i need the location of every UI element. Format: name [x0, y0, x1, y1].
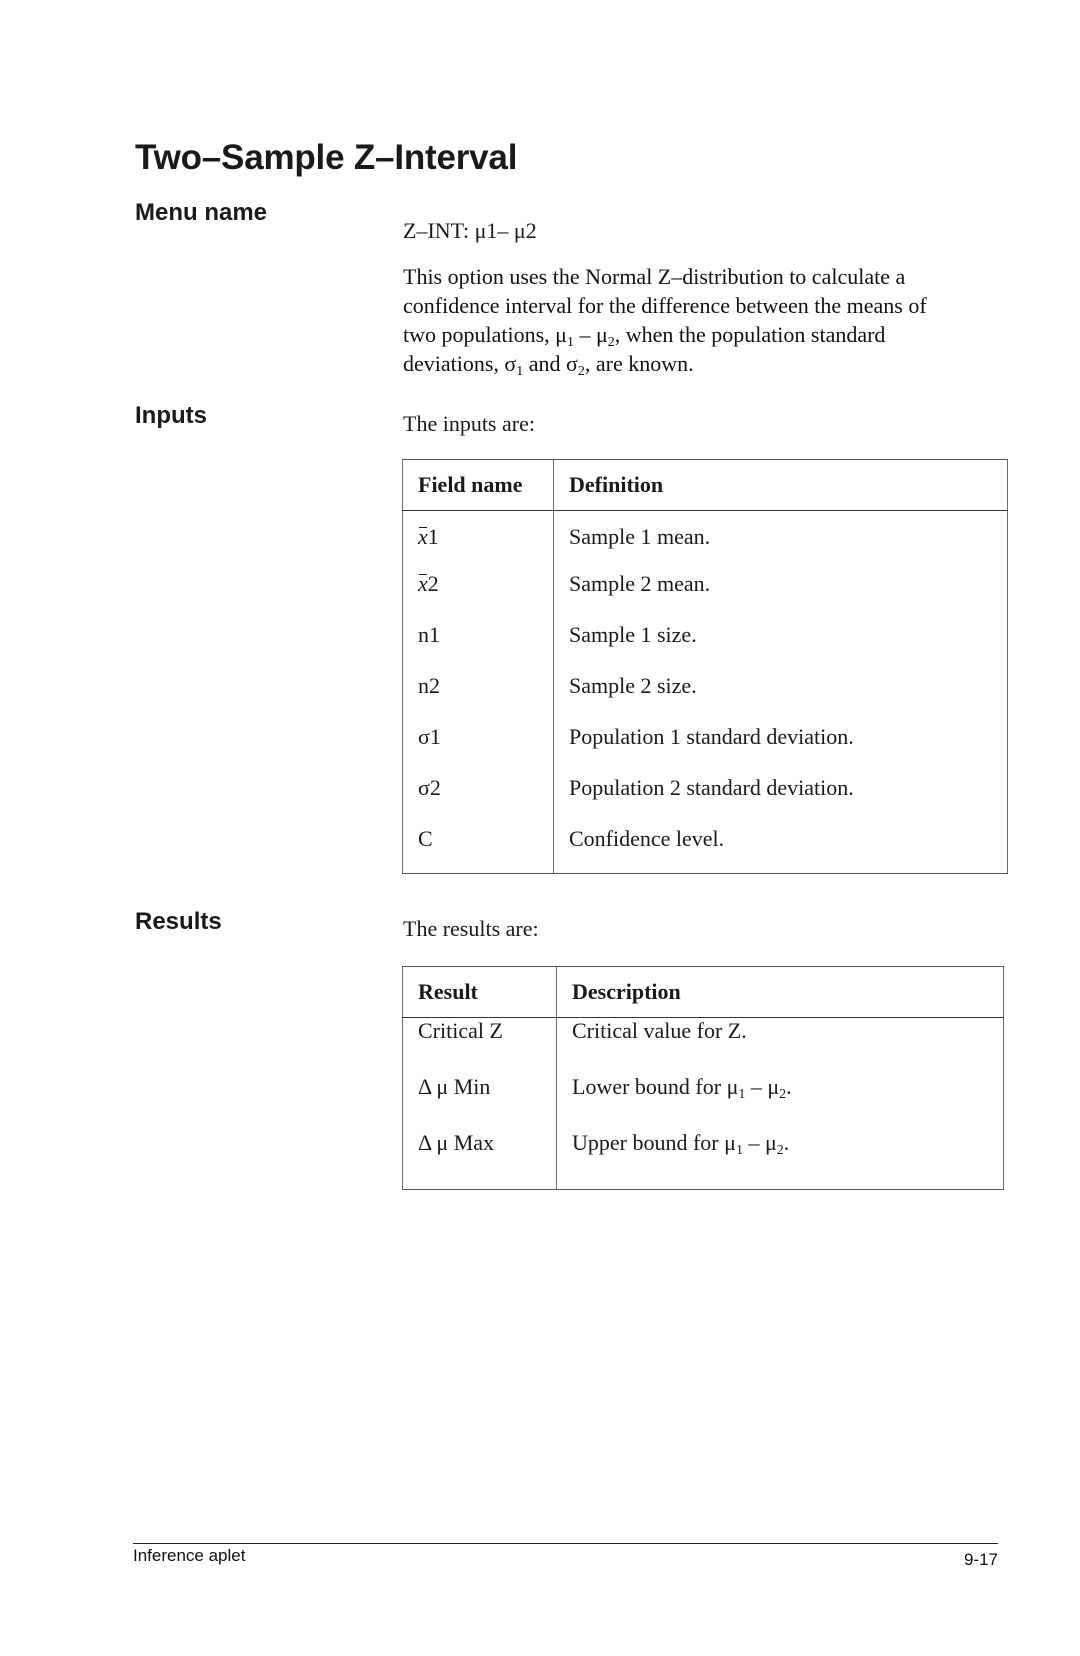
column-header-description: Description [557, 967, 1004, 1018]
field-cell: x1 [403, 511, 554, 571]
column-header-result: Result [403, 967, 557, 1018]
table-row [403, 775, 1008, 826]
column-header-definition: Definition [554, 460, 1008, 511]
definition-cell: Population 2 standard deviation. [554, 775, 1008, 826]
result-cell: Δ μ Max [403, 1130, 557, 1190]
table-header-row [403, 967, 1004, 1018]
footer-chapter-name: Inference aplet [133, 1546, 246, 1565]
column-header-field-name: Field name [403, 460, 554, 511]
description-line-4: deviations, $\sigma_1$ and $\sigma_2$, are known. [403, 351, 694, 379]
table-header-row [403, 460, 1008, 511]
inputs-intro: The inputs are: [403, 411, 535, 436]
table-row [403, 622, 1008, 673]
menu-name-description [403, 262, 1003, 378]
field-cell: x2 [403, 571, 554, 622]
table-row [403, 673, 1008, 724]
section-label-results: Results [135, 908, 222, 935]
table-row [403, 1018, 1004, 1074]
section-label-inputs: Inputs [135, 402, 207, 429]
definition-cell: Confidence level. [554, 826, 1008, 874]
table-row [403, 1130, 1004, 1190]
field-cell: n1 [403, 622, 554, 673]
table-row [403, 1074, 1004, 1130]
table-row [403, 571, 1008, 622]
definition-cell: Sample 1 mean. [554, 511, 1008, 571]
description-line-1: This option uses the Normal Z–distribution to calculate a [403, 264, 906, 289]
field-cell: σ2 [403, 775, 554, 826]
result-cell: Δ μ Min [403, 1074, 557, 1130]
inputs-table [402, 459, 1008, 874]
description-line-2: confidence interval for the difference between the means of [403, 293, 927, 318]
table-row [403, 724, 1008, 775]
table-row [403, 511, 1008, 571]
table-row [403, 826, 1008, 874]
definition-cell: Sample 1 size. [554, 622, 1008, 673]
footer-divider [133, 1543, 998, 1544]
description-cell: Critical value for Z. [557, 1018, 1004, 1074]
page-title: Two–Sample Z–Interval [135, 138, 518, 177]
definition-cell: Sample 2 size. [554, 673, 1008, 724]
field-cell: n2 [403, 673, 554, 724]
results-intro: The results are: [403, 916, 539, 941]
footer-page-number: 9-17 [963, 1550, 998, 1569]
description-line-3: two populations, $\mu_1 - \mu_2$, when the population standard [403, 322, 886, 350]
section-label-menu-name: Menu name [135, 199, 268, 226]
description-cell: Lower bound for $\mu_1 - \mu_2$. [557, 1074, 1004, 1130]
definition-cell: Population 1 standard deviation. [554, 724, 1008, 775]
menu-name-value: Z–INT: μ1– μ2 [403, 218, 537, 243]
definition-cell: Sample 2 mean. [554, 571, 1008, 622]
description-cell: Upper bound for $\mu_1 - \mu_2$. [557, 1130, 1004, 1190]
results-table [402, 966, 1004, 1190]
field-cell: σ1 [403, 724, 554, 775]
result-cell: Critical Z [403, 1018, 557, 1074]
field-cell: C [403, 826, 554, 874]
